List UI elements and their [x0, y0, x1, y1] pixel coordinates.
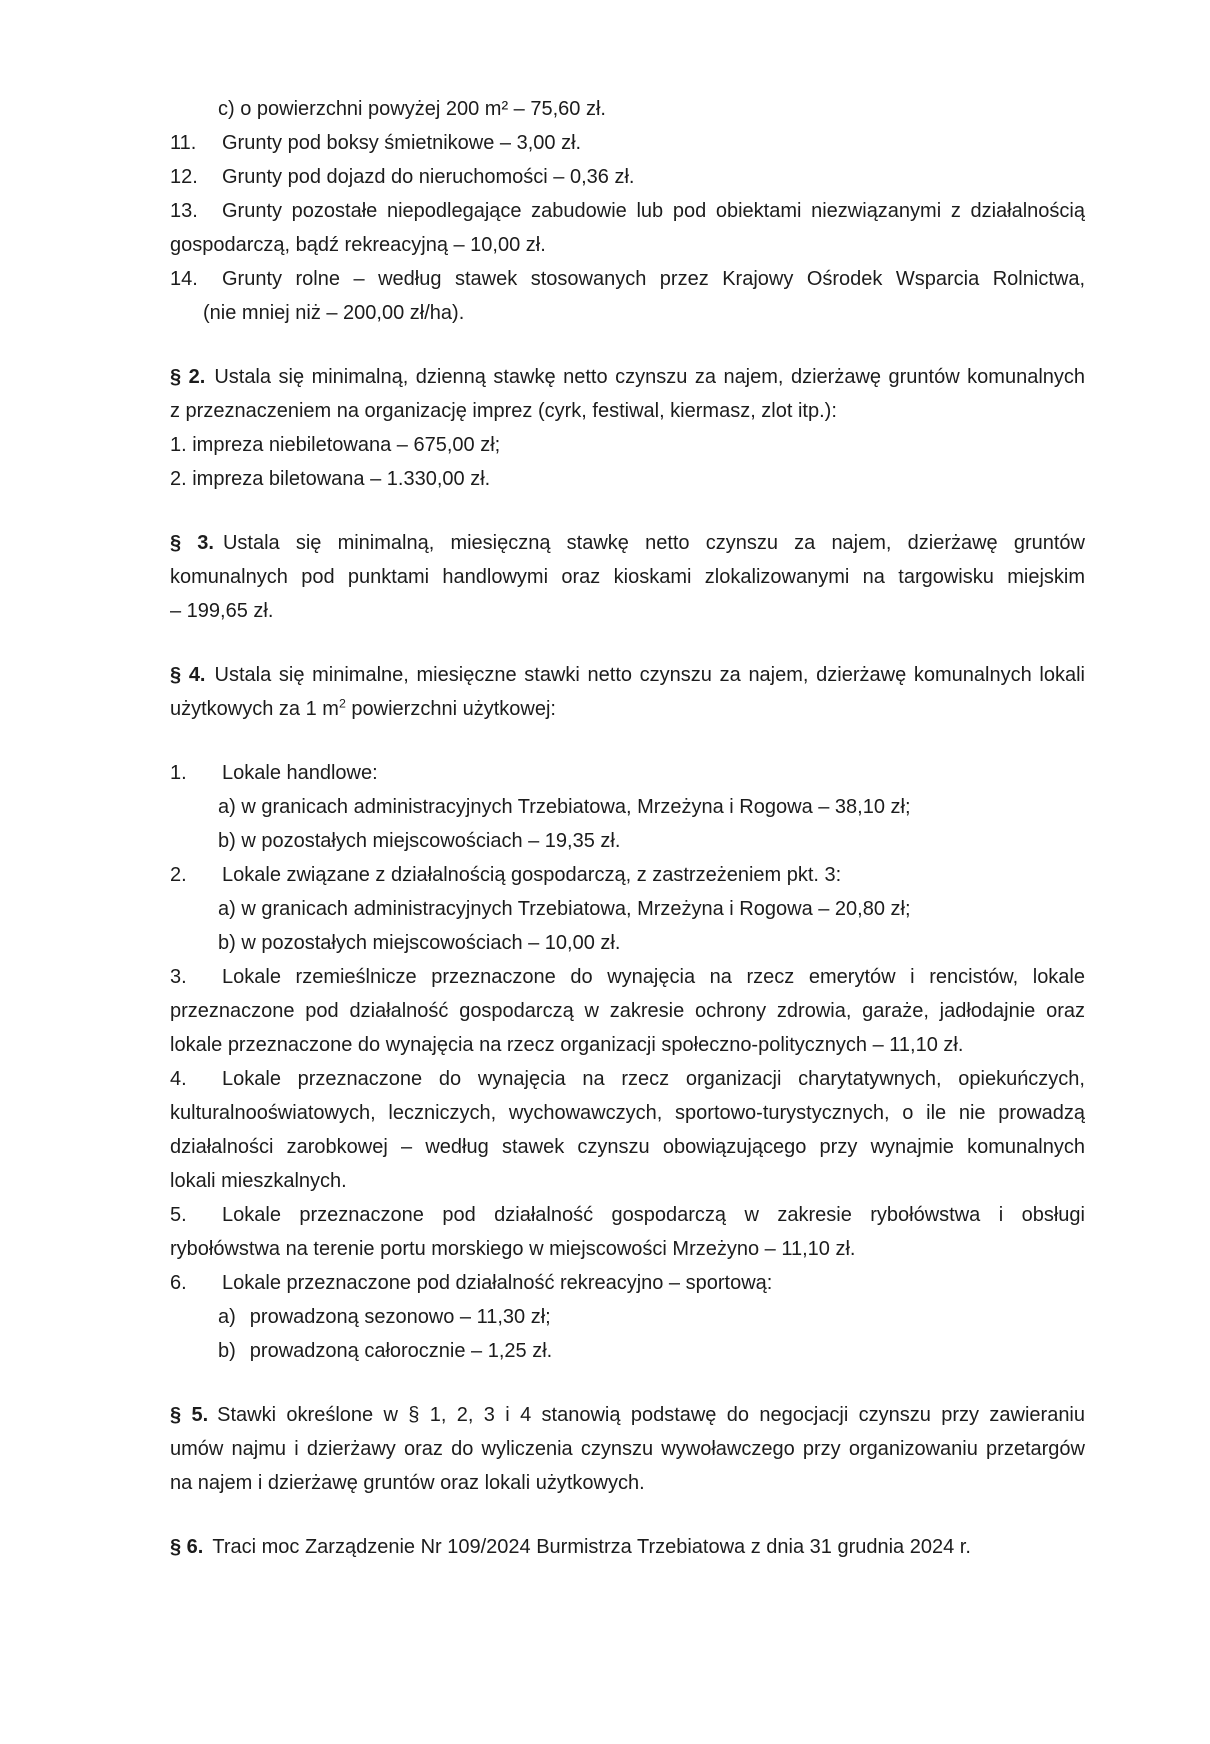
locals-item-6-sub-b: [170, 1334, 1085, 1368]
par6-text: Traci moc Zarządzenie Nr 109/2024 Burmistrza Trzebiatowa z dnia 31 grudnia 2024 r.: [212, 1536, 971, 1558]
locals-item-6-sub-b-label: b): [218, 1340, 236, 1362]
locals-item-3-text-line1: Lokale rzemieślnicze przeznaczone do wynajęcia na rzecz emerytów i rencistów, lokale: [222, 966, 1085, 988]
par4-mark: § 4.: [170, 664, 206, 686]
locals-item-2-sub-b: b) w pozostałych miejscowościach – 10,00 zł.: [218, 932, 621, 954]
par6-line: [170, 1530, 1085, 1564]
locals-item-1-number: 1.: [170, 762, 187, 784]
locals-item-4-text-line1: Lokale przeznaczone do wynajęcia na rzecz organizacji charytatywnych, opiekuńczych,: [222, 1068, 1085, 1090]
par4-line1: [170, 658, 1085, 692]
item-12-text: Grunty pod dojazd do nieruchomości – 0,36 zł.: [222, 166, 635, 188]
locals-item-2-head: [170, 858, 1085, 892]
par2-text-line1: Ustala się minimalną, dzienną stawkę netto czynszu za najem, dzierżawę gruntów komunalnych: [214, 366, 1086, 388]
par4-line2: [170, 692, 1085, 726]
item-12-number: 12.: [170, 166, 198, 188]
par2-line1: [170, 360, 1085, 394]
locals-item-5-line1: [170, 1198, 1085, 1232]
locals-item-6-sub-b-text: prowadzoną całorocznie – 1,25 zł.: [249, 1340, 553, 1362]
locals-item-3-line3: lokale przeznaczone do wynajęcia na rzecz organizacji społeczno-politycznych – 11,10 zł.: [170, 1034, 964, 1056]
locals-item-6-number: 6.: [170, 1272, 187, 1294]
section-par4: [170, 658, 1085, 726]
par6-mark: § 6.: [170, 1536, 204, 1558]
par5-mark: § 5.: [170, 1404, 209, 1426]
locals-item-4-line4: lokali mieszkalnych.: [170, 1170, 347, 1192]
locals-item-4-number: 4.: [170, 1068, 187, 1090]
item-13-text-line1: Grunty pozostałe niepodlegające zabudowie lub pod obiektami niezwiązanymi z działalnością: [222, 200, 1085, 222]
section-par5: [170, 1398, 1085, 1500]
par4-line2-post: powierzchni użytkowej:: [345, 698, 556, 720]
locals-item-1-sub-a: a) w granicach administracyjnych Trzebiatowa, Mrzeżyna i Rogowa – 38,10 zł;: [218, 796, 911, 818]
locals-item-2-text: Lokale związane z działalnością gospodarczą, z zastrzeżeniem pkt. 3:: [222, 864, 842, 886]
par3-line2: komunalnych pod punktami handlowymi oraz kioskami zlokalizowanymi na targowisku miejskim: [170, 566, 1085, 588]
locals-item-3-line2: przeznaczone pod działalność gospodarczą w zakresie ochrony zdrowia, garaże, jadłodajnie oraz: [170, 1000, 1085, 1022]
locals-item-6-sub-a-label: a): [218, 1306, 236, 1328]
par5-text-line1: Stawki określone w § 1, 2, 3 i 4 stanowią podstawę do negocjacji czynszu przy zawieraniu: [217, 1404, 1086, 1426]
locals-item-3-number: 3.: [170, 966, 187, 988]
locals-item-5-number: 5.: [170, 1204, 187, 1226]
locals-item-5-line2: rybołówstwa na terenie portu morskiego w miejscowości Mrzeżyno – 11,10 zł.: [170, 1238, 856, 1260]
par4-line2-pre: użytkowych za 1 m: [170, 698, 339, 720]
locals-item-2-sub-a: a) w granicach administracyjnych Trzebiatowa, Mrzeżyna i Rogowa – 20,80 zł;: [218, 898, 911, 920]
item-11-text: Grunty pod boksy śmietnikowe – 3,00 zł.: [222, 132, 582, 154]
par2-line2: z przeznaczeniem na organizację imprez (cyrk, festiwal, kiermasz, zlot itp.):: [170, 400, 837, 422]
locals-item-6-text: Lokale przeznaczone pod działalność rekreacyjno – sportową:: [222, 1272, 773, 1294]
locals-item-1-sub-b: b) w pozostałych miejscowościach – 19,35 zł.: [218, 830, 621, 852]
par3-mark: § 3.: [170, 532, 214, 554]
locals-item-4-line3: działalności zarobkowej – według stawek czynszu obowiązującego przy wynajmie komunalnych: [170, 1136, 1085, 1158]
par1-item-14-line1: [170, 262, 1085, 296]
section-locals-list: [170, 756, 1085, 1368]
par4-text-line1: Ustala się minimalne, miesięczne stawki netto czynszu za najem, dzierżawę komunalnych lokali: [214, 664, 1085, 686]
locals-item-1-head: [170, 756, 1085, 790]
par2-mark: § 2.: [170, 366, 206, 388]
section-par2: [170, 360, 1085, 496]
locals-item-6-head: [170, 1266, 1085, 1300]
par1-item-12: [170, 160, 1085, 194]
locals-item-6-sub-a: [170, 1300, 1085, 1334]
locals-item-6-sub-a-text: prowadzoną sezonowo – 11,30 zł;: [249, 1306, 551, 1328]
par1-item-13-line2: gospodarczą, bądź rekreacyjną – 10,00 zł.: [170, 234, 546, 256]
par2-item1: 1. impreza niebiletowana – 675,00 zł;: [170, 434, 501, 456]
locals-item-4-line1: [170, 1062, 1085, 1096]
locals-item-5-text-line1: Lokale przeznaczone pod działalność gospodarczą w zakresie rybołówstwa i obsługi: [222, 1204, 1085, 1226]
locals-item-4-line2: kulturalnooświatowych, leczniczych, wychowawczych, sportowo-turystycznych, o ile nie prowadzą: [170, 1102, 1085, 1124]
locals-item-3-line1: [170, 960, 1085, 994]
locals-item-2-number: 2.: [170, 864, 187, 886]
par1-item-13-line1: [170, 194, 1085, 228]
section-par1-list: [170, 92, 1085, 330]
item-14-text-line1: Grunty rolne – według stawek stosowanych przez Krajowy Ośrodek Wsparcia Rolnictwa,: [222, 268, 1085, 290]
item-11-number: 11.: [170, 132, 197, 154]
par3-line1: [170, 526, 1085, 560]
par4-superscript-2: 2: [338, 696, 346, 711]
par5-line2: umów najmu i dzierżawy oraz do wyliczenia czynszu wywoławczego przy organizowaniu przetargów: [170, 1438, 1085, 1460]
locals-item-1-text: Lokale handlowe:: [222, 762, 378, 784]
par1-item-11: [170, 126, 1085, 160]
par3-text-line1: Ustala się minimalną, miesięczną stawkę netto czynszu za najem, dzierżawę gruntów: [222, 532, 1085, 554]
item-14-number: 14.: [170, 268, 198, 290]
document-body: [170, 92, 1085, 1564]
par1-item-c: c) o powierzchni powyżej 200 m² – 75,60 zł.: [218, 98, 606, 120]
section-par3: [170, 526, 1085, 628]
item-13-number: 13.: [170, 200, 198, 222]
par1-item-14-line2: (nie mniej niż – 200,00 zł/ha).: [203, 302, 465, 324]
section-par6: [170, 1530, 1085, 1564]
par3-line3: – 199,65 zł.: [170, 600, 274, 622]
par2-item2: 2. impreza biletowana – 1.330,00 zł.: [170, 468, 491, 490]
par5-line3: na najem i dzierżawę gruntów oraz lokali użytkowych.: [170, 1472, 645, 1494]
par5-line1: [170, 1398, 1085, 1432]
